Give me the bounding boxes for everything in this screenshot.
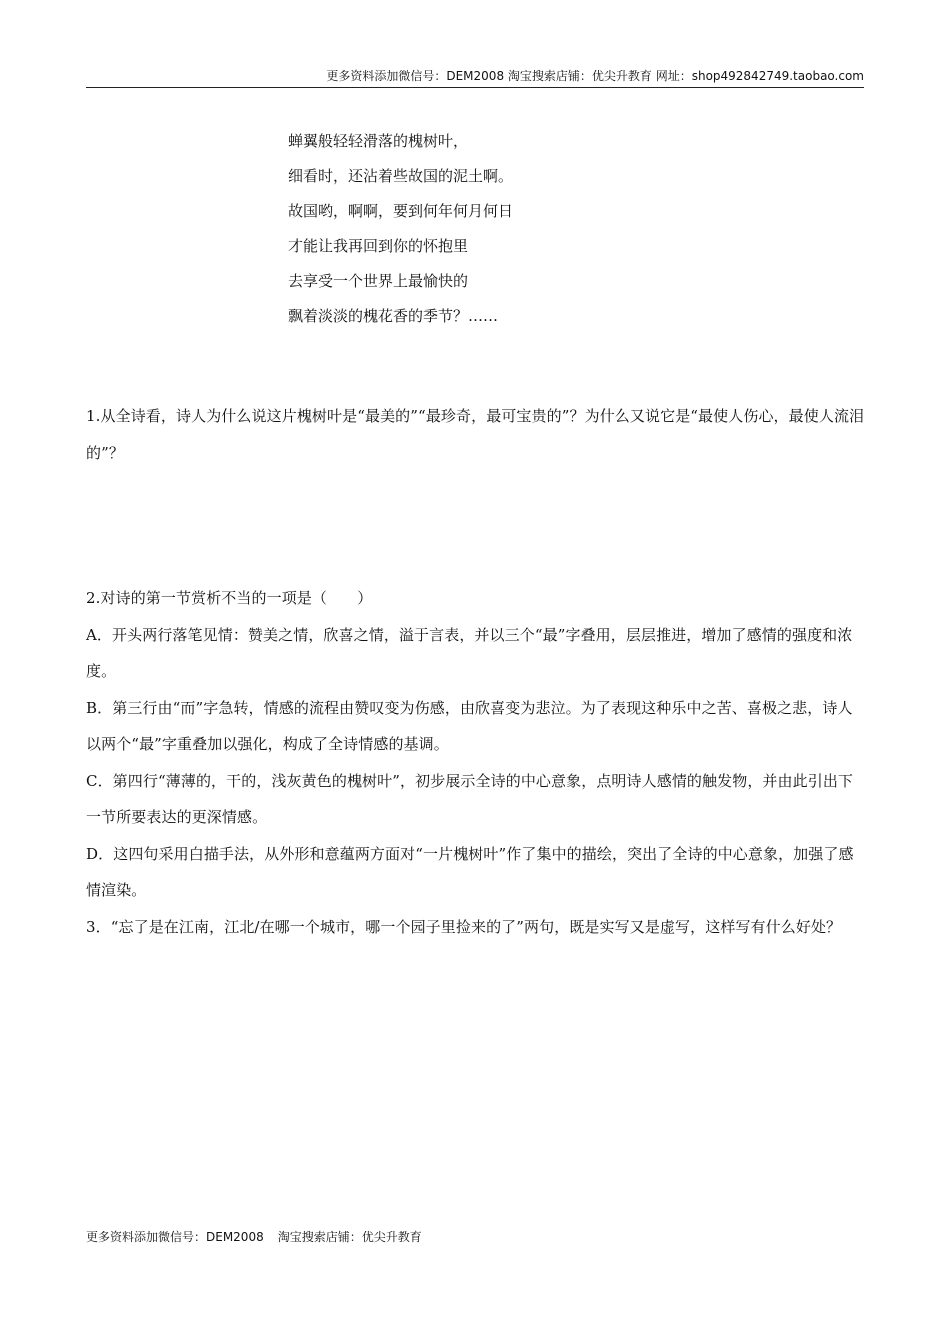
poem-line: 去享受一个世界上最愉快的 [288, 272, 469, 290]
footer-wechat: 更多资料添加微信号：DEM2008 [86, 1230, 264, 1244]
footer-shop: 淘宝搜索店铺：优尖升教育 [277, 1230, 422, 1244]
option-d: D．这四句采用白描手法，从外形和意蕴两方面对“一片槐树叶”作了集中的描绘，突出了全诗的中心意象，加强了感情渲染。 [86, 844, 854, 899]
question-1: 1.从全诗看，诗人为什么说这片槐树叶是“最美的”“最珍奇，最可宝贵的”？为什么又说它是“最使人伤心，最使人流泪的”？ [86, 407, 865, 462]
question-3: 3．“忘了是在江南，江北/在哪一个城市，哪一个园子里捡来的了”两句，既是实写又是虚写，这样写有什么好处？ [86, 917, 842, 936]
question-2-stem: 2.对诗的第一节赏析不当的一项是（ ） [86, 589, 373, 607]
poem-line: 飘着淡淡的槐花香的季节？…… [288, 307, 499, 325]
option-b: B．第三行由“而”字急转，情感的流程由赞叹变为伤感，由欣喜变为悲泣。为了表现这种乐中之苦、喜极之悲，诗人以两个“最”字重叠加以强化，构成了全诗情感的基调。 [86, 698, 853, 753]
poem-line: 才能让我再回到你的怀抱里 [288, 237, 469, 255]
page-footer [86, 1227, 422, 1247]
option-a: A．开头两行落笔见情：赞美之情，欣喜之情，溢于言表，并以三个“最”字叠用，层层推进，增加了感情的强度和浓度。 [86, 625, 853, 680]
question-2-block [86, 580, 866, 945]
page-header [86, 66, 864, 88]
header-text: 更多资料添加微信号：DEM2008 淘宝搜索店铺：优尖升教育 网址：shop492842749.taobao.com [326, 69, 864, 83]
poem-line: 细看时，还沾着些故国的泥土啊。 [288, 167, 514, 185]
option-c: C．第四行“薄薄的，干的，浅灰黄色的槐树叶”，初步展示全诗的中心意象，点明诗人感情的触发物，并由此引出下一节所要表达的更深情感。 [86, 771, 854, 826]
poem-line: 故国哟，啊啊，要到何年何月何日 [288, 202, 514, 220]
poem-line: 蝉翼般轻轻滑落的槐树叶， [288, 132, 469, 150]
poem-excerpt [288, 124, 513, 334]
